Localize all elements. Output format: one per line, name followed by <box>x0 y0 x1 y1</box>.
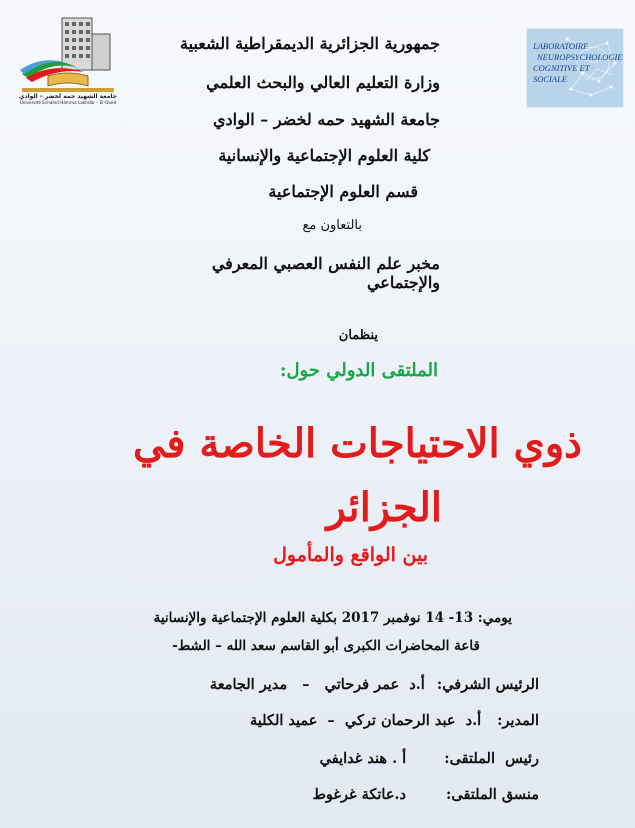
university-logo-caption-ar: جامعة الشهيد حمه لخضر – الوادي <box>19 93 117 100</box>
conference-title-line-2: الجزائر <box>326 484 442 531</box>
lab-logo-text <box>533 41 622 85</box>
header-university: جامعة الشهيد حمه لخضر – الوادي <box>213 110 440 129</box>
header-cooperation: بالتعاون مع <box>302 218 362 233</box>
role-label: منسق الملتقى: <box>446 786 539 803</box>
role-row-honorary <box>210 676 539 693</box>
lab-logo-line-2: NEUROPSYCHOLOGIE <box>537 52 623 62</box>
header-ministry: وزارة التعليم العالي والبحث العلمي <box>206 73 440 92</box>
role-name: أ.د عمر فرحاتي – مدير الجامعة <box>209 676 425 693</box>
role-label: رئيس الملتقى: <box>444 750 539 767</box>
conference-title-line-1: ذوي الاحتياجات الخاصة في <box>133 420 582 467</box>
organize-label: ينظمان <box>338 328 378 343</box>
university-logo <box>18 12 118 104</box>
role-row-chair <box>320 750 539 767</box>
role-label: المدير: <box>497 712 539 729</box>
header-faculty: كلية العلوم الإجتماعية والإنسانية <box>218 146 430 165</box>
lab-logo <box>526 28 624 108</box>
header-lab: مخبر علم النفس العصبي المعرفي والإجتماعي <box>211 254 440 292</box>
role-row-director <box>250 712 539 729</box>
conference-label: الملتقى الدولي حول: <box>279 360 438 381</box>
role-row-coordinator <box>312 786 539 803</box>
conference-dates: يومي: 13- 14 نوفمبر 2017 بكلية العلوم الإجتماعية والإنسانية <box>153 610 512 626</box>
lab-logo-line-1: LABORATOIRE <box>533 41 589 51</box>
lab-logo-line-3: COGNITIVE ET <box>533 63 590 73</box>
role-name: د.عاتكة غرغوط <box>312 786 406 803</box>
role-name: أ . هند غدايفي <box>319 750 407 767</box>
university-logo-caption-fr: Université Echahid Hamma Lakhdar – El-Oued <box>19 100 117 104</box>
header-republic: جمهورية الجزائرية الديمقراطية الشعبية <box>180 34 440 53</box>
conference-subtitle: بين الواقع والمأمول <box>273 544 428 566</box>
conference-venue: قاعة المحاضرات الكبرى أبو القاسم سعد الله – الشط- <box>172 638 480 654</box>
role-label: الرئيس الشرفي: <box>436 676 539 693</box>
lab-logo-line-4: SOCIALE <box>533 74 567 84</box>
header-department: قسم العلوم الإجتماعية <box>268 182 418 201</box>
role-name: أ.د عبد الرحمان تركي – عميد الكلية <box>249 712 482 729</box>
